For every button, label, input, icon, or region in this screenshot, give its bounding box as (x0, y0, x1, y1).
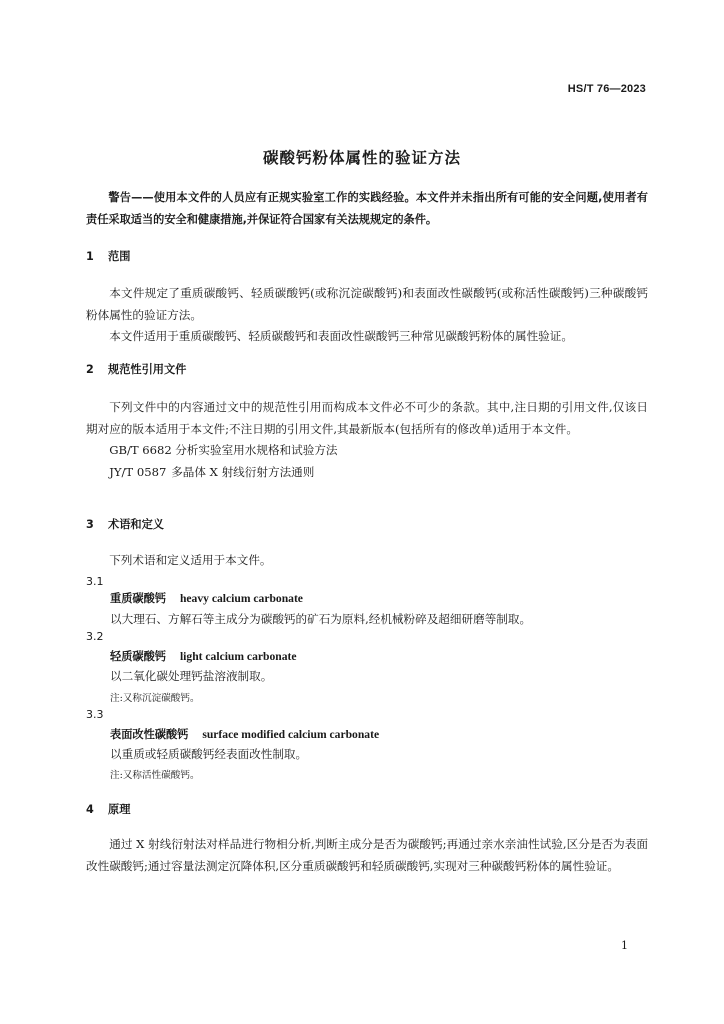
warning-block (86, 187, 648, 230)
section-title: 规范性引用文件 (108, 363, 187, 376)
reference-code: JY/T 0587 (109, 464, 167, 479)
page-number: 1 (621, 939, 628, 952)
section-1-heading (86, 248, 130, 264)
standard-code: HS/T 76—2023 (567, 83, 646, 95)
terms-intro-block (86, 550, 648, 572)
term-number: 3.1 (86, 575, 104, 588)
section-number: 4 (86, 803, 94, 816)
scope-paragraph-2: 本文件适用于重质碳酸钙、轻质碳酸钙和表面改性碳酸钙三种常见碳酸钙粉体的属性验证。 (109, 329, 573, 343)
scope-content (86, 283, 648, 348)
section-number: 1 (86, 250, 94, 263)
term-number: 3.2 (86, 630, 104, 643)
scope-paragraph-1: 本文件规定了重质碳酸钙、轻质碳酸钙(或称沉淀碳酸钙)和表面改性碳酸钙(或称活性碳酸钙)三种碳酸钙粉体属性的验证方法。 (86, 286, 648, 322)
term-number: 3.3 (86, 708, 104, 721)
term-zh: 重质碳酸钙 (110, 592, 166, 605)
term-note: 注:又称活性碳酸钙。 (110, 770, 200, 781)
term-zh: 表面改性碳酸钙 (110, 728, 189, 741)
refs-intro: 下列文件中的内容通过文中的规范性引用而构成本文件必不可少的条款。其中,注日期的引用文件,仅该日期对应的版本适用于本文件;不注日期的引用文件,其最新版本(包括所有的修改单)适用于本文件。 (86, 400, 648, 436)
section-3-heading (86, 516, 164, 532)
section-title: 范围 (108, 250, 131, 263)
term-definition: 以二氧化碳处理钙盐溶液制取。 (110, 669, 273, 683)
term-definition: 以大理石、方解石等主成分为碳酸钙的矿石为原料,经机械粉碎及超细研磨等制取。 (110, 612, 532, 626)
section-title: 术语和定义 (108, 518, 164, 531)
refs-content (86, 397, 648, 483)
term-en: surface modified calcium carbonate (202, 728, 380, 741)
reference-title: 多晶体 X 射线衍射方法通则 (171, 464, 315, 479)
term-en: light calcium carbonate (179, 650, 297, 663)
term-zh: 轻质碳酸钙 (110, 650, 166, 663)
reference-code: GB/T 6682 (109, 443, 172, 457)
term-en: heavy calcium carbonate (179, 592, 303, 605)
term-heading (110, 726, 379, 742)
section-2-heading (86, 361, 186, 377)
section-number: 3 (86, 518, 94, 531)
term-definition: 以重质或轻质碳酸钙经表面改性制取。 (110, 747, 308, 761)
terms-intro: 下列术语和定义适用于本文件。 (109, 553, 272, 567)
reference-title: 分析实验室用水规格和试验方法 (175, 443, 338, 457)
principle-paragraph: 通过 X 射线衍射法对样品进行物相分析,判断主成分是否为碳酸钙;再通过亲水亲油性试验,区分是否为表面改性碳酸钙;通过容量法测定沉降体积,区分重质碳酸钙和轻质碳酸钙,实现对三种碳酸钙粉体的属性验证。 (86, 837, 648, 873)
document-title: 碳酸钙粉体属性的验证方法 (262, 149, 461, 167)
reference-item (86, 462, 648, 484)
section-4-heading (86, 801, 130, 817)
section-title: 原理 (108, 803, 131, 816)
term-note: 注:又称沉淀碳酸钙。 (110, 693, 200, 704)
section-number: 2 (86, 363, 94, 376)
term-heading (110, 648, 297, 664)
principle-content (86, 834, 648, 877)
reference-item (86, 440, 648, 462)
term-heading (110, 590, 303, 606)
warning-text: 警告——使用本文件的人员应有正规实验室工作的实践经验。本文件并未指出所有可能的安全问题,使用者有责任采取适当的安全和健康措施,并保证符合国家有关法规规定的条件。 (86, 191, 648, 226)
